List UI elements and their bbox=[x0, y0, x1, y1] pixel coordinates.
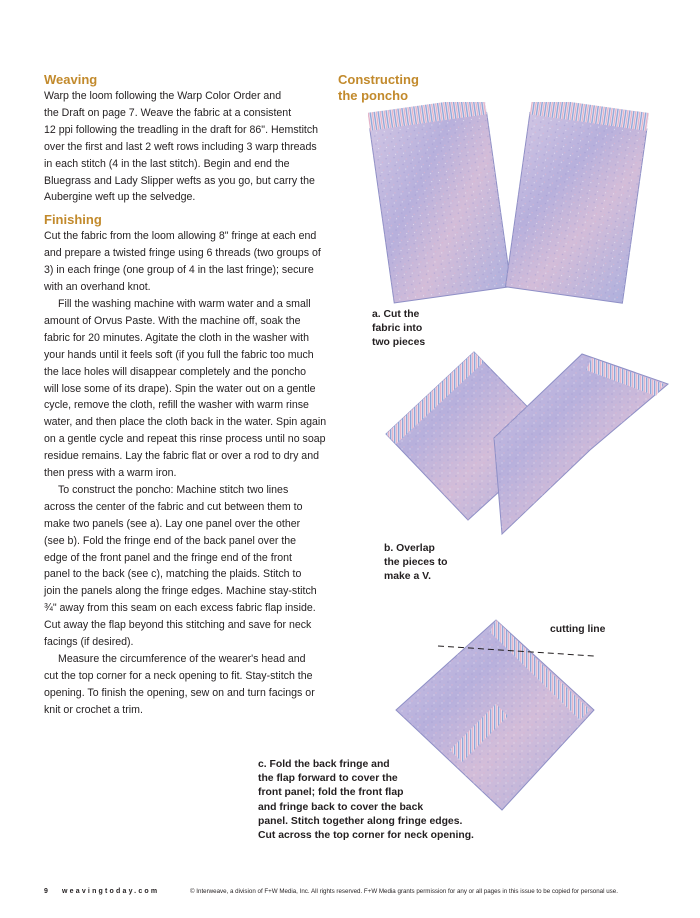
finishing-paragraph-2 bbox=[44, 296, 344, 482]
caption-line: panel. Stitch together along fringe edges. bbox=[258, 815, 463, 827]
text-line: on a gentle cycle and repeat this rinse process until no soap bbox=[44, 433, 326, 446]
text-line: over the first and last 2 weft rows including 3 warp threads bbox=[44, 140, 317, 153]
text-line: Cut the fabric from the loom allowing 8" fringe at each end bbox=[44, 230, 317, 243]
caption-line: b. Overlap bbox=[384, 543, 435, 554]
text-line: knit or crochet a trim. bbox=[44, 703, 143, 716]
constructing-heading bbox=[338, 72, 478, 104]
text-line: the lace holes will disappear completely and the poncho bbox=[44, 365, 307, 378]
text-line: panel to the back (see c), matching the plaids. Stitch to bbox=[44, 568, 302, 581]
page-footer bbox=[44, 886, 664, 898]
text-line: in each stitch (4 in the last stitch). Begin and end the bbox=[44, 157, 290, 170]
text-line: Cut away the flap beyond this stitching and save for neck bbox=[44, 619, 312, 632]
text-line: Warp the loom following the Warp Color Order and bbox=[44, 90, 282, 102]
illustration-b-overlap-v bbox=[372, 346, 682, 546]
site-link[interactable]: weavingtoday.com bbox=[62, 888, 160, 895]
heading-line: Constructing bbox=[338, 72, 419, 87]
finishing-paragraph-1 bbox=[44, 228, 344, 296]
caption-line: fabric into bbox=[372, 323, 423, 335]
text-line: cut the top corner for a neck opening to fit. Stay-stitch the bbox=[44, 669, 313, 682]
caption-line: the pieces to bbox=[384, 557, 448, 569]
caption-line: a. Cut the bbox=[372, 309, 420, 320]
text-line: will lose some of its drape). Spin the water out on a gentle bbox=[44, 382, 316, 395]
text-line: join the panels along the fringe edges. Machine stay-stitch bbox=[44, 585, 317, 598]
copyright-notice: © Interweave, a division of F+W Media, Inc. All rights reserved. F+W Media grants permission for any or all pages in this issue to be copied for personal use. bbox=[190, 888, 618, 895]
text-line: 3) in each fringe (one group of 4 in the last fringe); secure bbox=[44, 264, 314, 277]
text-line: across the center of the fabric and cut between them to bbox=[44, 500, 303, 513]
caption-line: and fringe back to cover the back bbox=[258, 801, 424, 813]
caption-line: the flap forward to cover the bbox=[258, 773, 398, 785]
caption-a bbox=[372, 308, 482, 351]
caption-line: make a V. bbox=[384, 571, 431, 583]
text-line: ¾" away from this seam on each excess fabric flap inside. bbox=[44, 602, 316, 615]
text-line: Fill the washing machine with warm water and a small bbox=[58, 297, 311, 310]
text-line: with an overhand knot. bbox=[44, 281, 151, 294]
text-line: the Draft on page 7. Weave the fabric at a consistent bbox=[44, 106, 292, 119]
weaving-paragraph bbox=[44, 88, 344, 206]
text-line: then press with a warm iron. bbox=[44, 467, 177, 480]
page-number: 9 bbox=[44, 888, 48, 895]
caption-c bbox=[258, 758, 478, 843]
caption-line: c. Fold the back fringe and bbox=[258, 759, 390, 770]
heading-line: the poncho bbox=[338, 88, 409, 103]
finishing-paragraph-4 bbox=[44, 651, 344, 719]
text-line: water, and then place the cloth back in the water. Spin again bbox=[44, 416, 327, 429]
text-line: (see b). Fold the fringe end of the back panel over the bbox=[44, 534, 297, 547]
finishing-heading: Finishing bbox=[44, 212, 102, 228]
text-line: 12 ppi following the treadling in the draft for 86". Hemstitch bbox=[44, 123, 319, 136]
left-column bbox=[44, 72, 344, 719]
text-line: make two panels (see a). Lay one panel over the other bbox=[44, 517, 301, 530]
text-line: opening. To finish the opening, sew on and turn facings or bbox=[44, 686, 315, 699]
text-line: fabric for 20 minutes. Agitate the cloth in the washer with bbox=[44, 331, 309, 344]
panel-right bbox=[506, 102, 650, 303]
text-line: facings (if desired). bbox=[44, 636, 134, 649]
cutting-line-label: cutting line bbox=[550, 624, 606, 635]
text-line: amount of Orvus Paste. With the machine off, soak the bbox=[44, 314, 301, 327]
caption-line: front panel; fold the front flap bbox=[258, 787, 404, 799]
caption-b bbox=[384, 542, 494, 585]
text-line: and prepare a twisted fringe using 6 threads (two groups of bbox=[44, 247, 321, 260]
text-line: Bluegrass and Lady Slipper wefts as you go, but carry the bbox=[44, 174, 315, 187]
text-line: edge of the front panel and the fringe end of the front bbox=[44, 551, 292, 564]
panel-front bbox=[494, 354, 668, 534]
caption-line: two pieces bbox=[372, 337, 426, 349]
illustration-a-two-panels bbox=[368, 102, 668, 308]
text-line: your hands until it feels soft (if you full the fabric too much bbox=[44, 348, 314, 361]
weaving-heading: Weaving bbox=[44, 72, 98, 87]
text-line: To construct the poncho: Machine stitch two lines bbox=[58, 483, 289, 496]
text-line: residue remains. Lay the fabric flat or over a rod to dry and bbox=[44, 450, 319, 463]
text-line: Measure the circumference of the wearer's head and bbox=[58, 653, 306, 665]
caption-line: Cut across the top corner for neck opening. bbox=[258, 830, 474, 842]
text-line: cycle, remove the cloth, refill the washer with warm rinse bbox=[44, 399, 309, 412]
text-line: Aubergine weft up the selvedge. bbox=[44, 191, 196, 204]
finishing-paragraph-3 bbox=[44, 482, 344, 651]
panel-left bbox=[368, 102, 511, 303]
